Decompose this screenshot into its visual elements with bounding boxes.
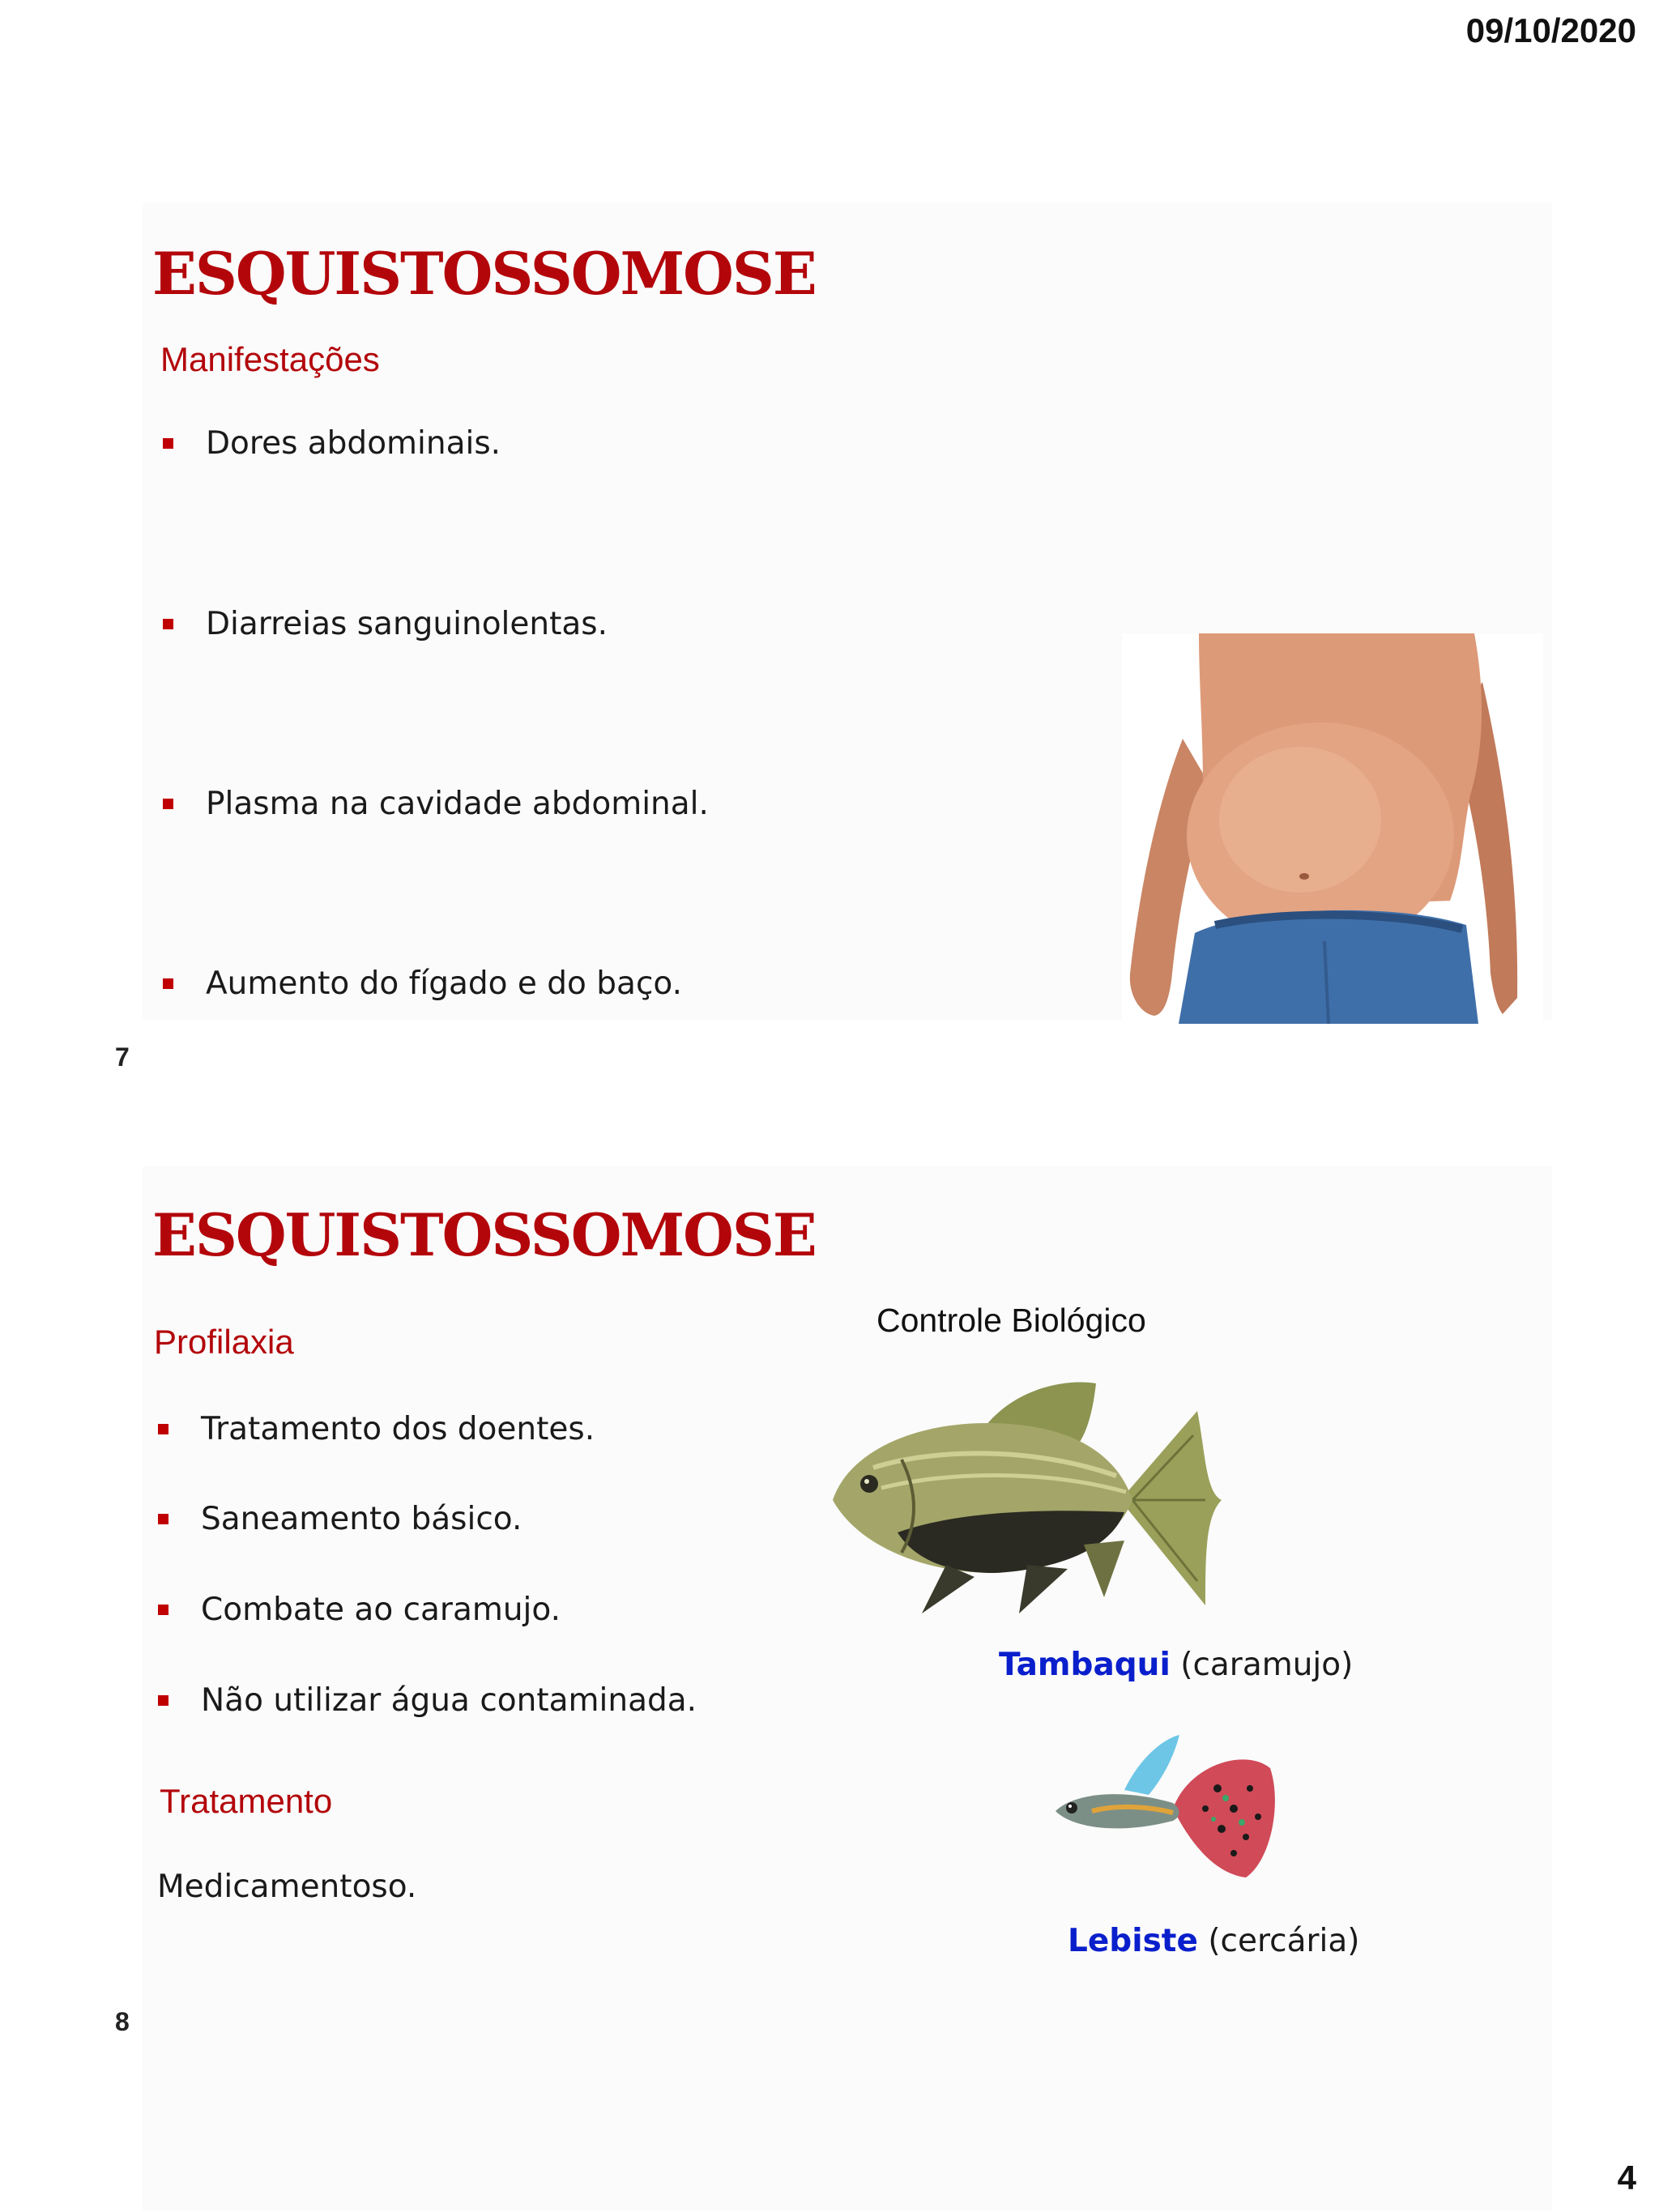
slide-7-title: ESQUISTOSSOMOSE xyxy=(152,239,816,308)
list-item xyxy=(158,1411,595,1447)
lebiste-fish-illustration xyxy=(1051,1732,1278,1882)
list-item xyxy=(163,606,608,642)
treatment-heading: Tratamento xyxy=(160,1782,333,1820)
slide-7-section-heading: Manifestações xyxy=(160,340,380,378)
bullet-icon xyxy=(163,619,173,629)
header-date: 09/10/2020 xyxy=(1465,11,1636,49)
lebiste-target: (cercária) xyxy=(1208,1923,1360,1959)
list-item xyxy=(163,425,501,462)
bullet-text: Tratamento dos doentes. xyxy=(201,1411,595,1447)
distended-abdomen-photo xyxy=(1122,633,1543,1024)
slide-7-number: 7 xyxy=(115,1042,130,1072)
bullet-icon xyxy=(158,1605,168,1615)
biocontrol-heading: Controle Biológico xyxy=(876,1302,1146,1339)
treatment-text: Medicamentoso. xyxy=(157,1869,417,1905)
bullet-text: Não utilizar água contaminada. xyxy=(201,1682,697,1719)
list-item xyxy=(158,1682,697,1719)
list-item xyxy=(158,1592,561,1628)
list-item xyxy=(163,965,682,1002)
lebiste-caption xyxy=(1068,1923,1359,1959)
bullet-icon xyxy=(163,978,173,989)
bullet-icon xyxy=(158,1514,168,1524)
slide-8-section-heading: Profilaxia xyxy=(154,1323,294,1361)
tambaqui-caption xyxy=(999,1647,1353,1683)
tambaqui-target: (caramujo) xyxy=(1180,1647,1354,1683)
tambaqui-fish-illustration xyxy=(825,1379,1234,1622)
tambaqui-name: Tambaqui xyxy=(999,1647,1171,1683)
bullet-text: Plasma na cavidade abdominal. xyxy=(206,786,709,822)
list-item xyxy=(158,1501,522,1537)
bullet-icon xyxy=(158,1424,168,1434)
bullet-icon xyxy=(163,438,173,449)
bullet-icon xyxy=(163,799,173,809)
bullet-text: Aumento do fígado e do baço. xyxy=(206,965,682,1002)
bullet-icon xyxy=(158,1695,168,1706)
bullet-text: Diarreias sanguinolentas. xyxy=(206,606,608,642)
bullet-text: Saneamento básico. xyxy=(201,1501,522,1537)
slide-8-title: ESQUISTOSSOMOSE xyxy=(152,1200,816,1269)
lebiste-name: Lebiste xyxy=(1068,1923,1198,1959)
slide-8-number: 8 xyxy=(115,2007,130,2036)
bullet-text: Combate ao caramujo. xyxy=(201,1592,561,1628)
bullet-text: Dores abdominais. xyxy=(206,425,501,462)
list-item xyxy=(163,786,709,822)
page-number: 4 xyxy=(1617,2159,1636,2197)
